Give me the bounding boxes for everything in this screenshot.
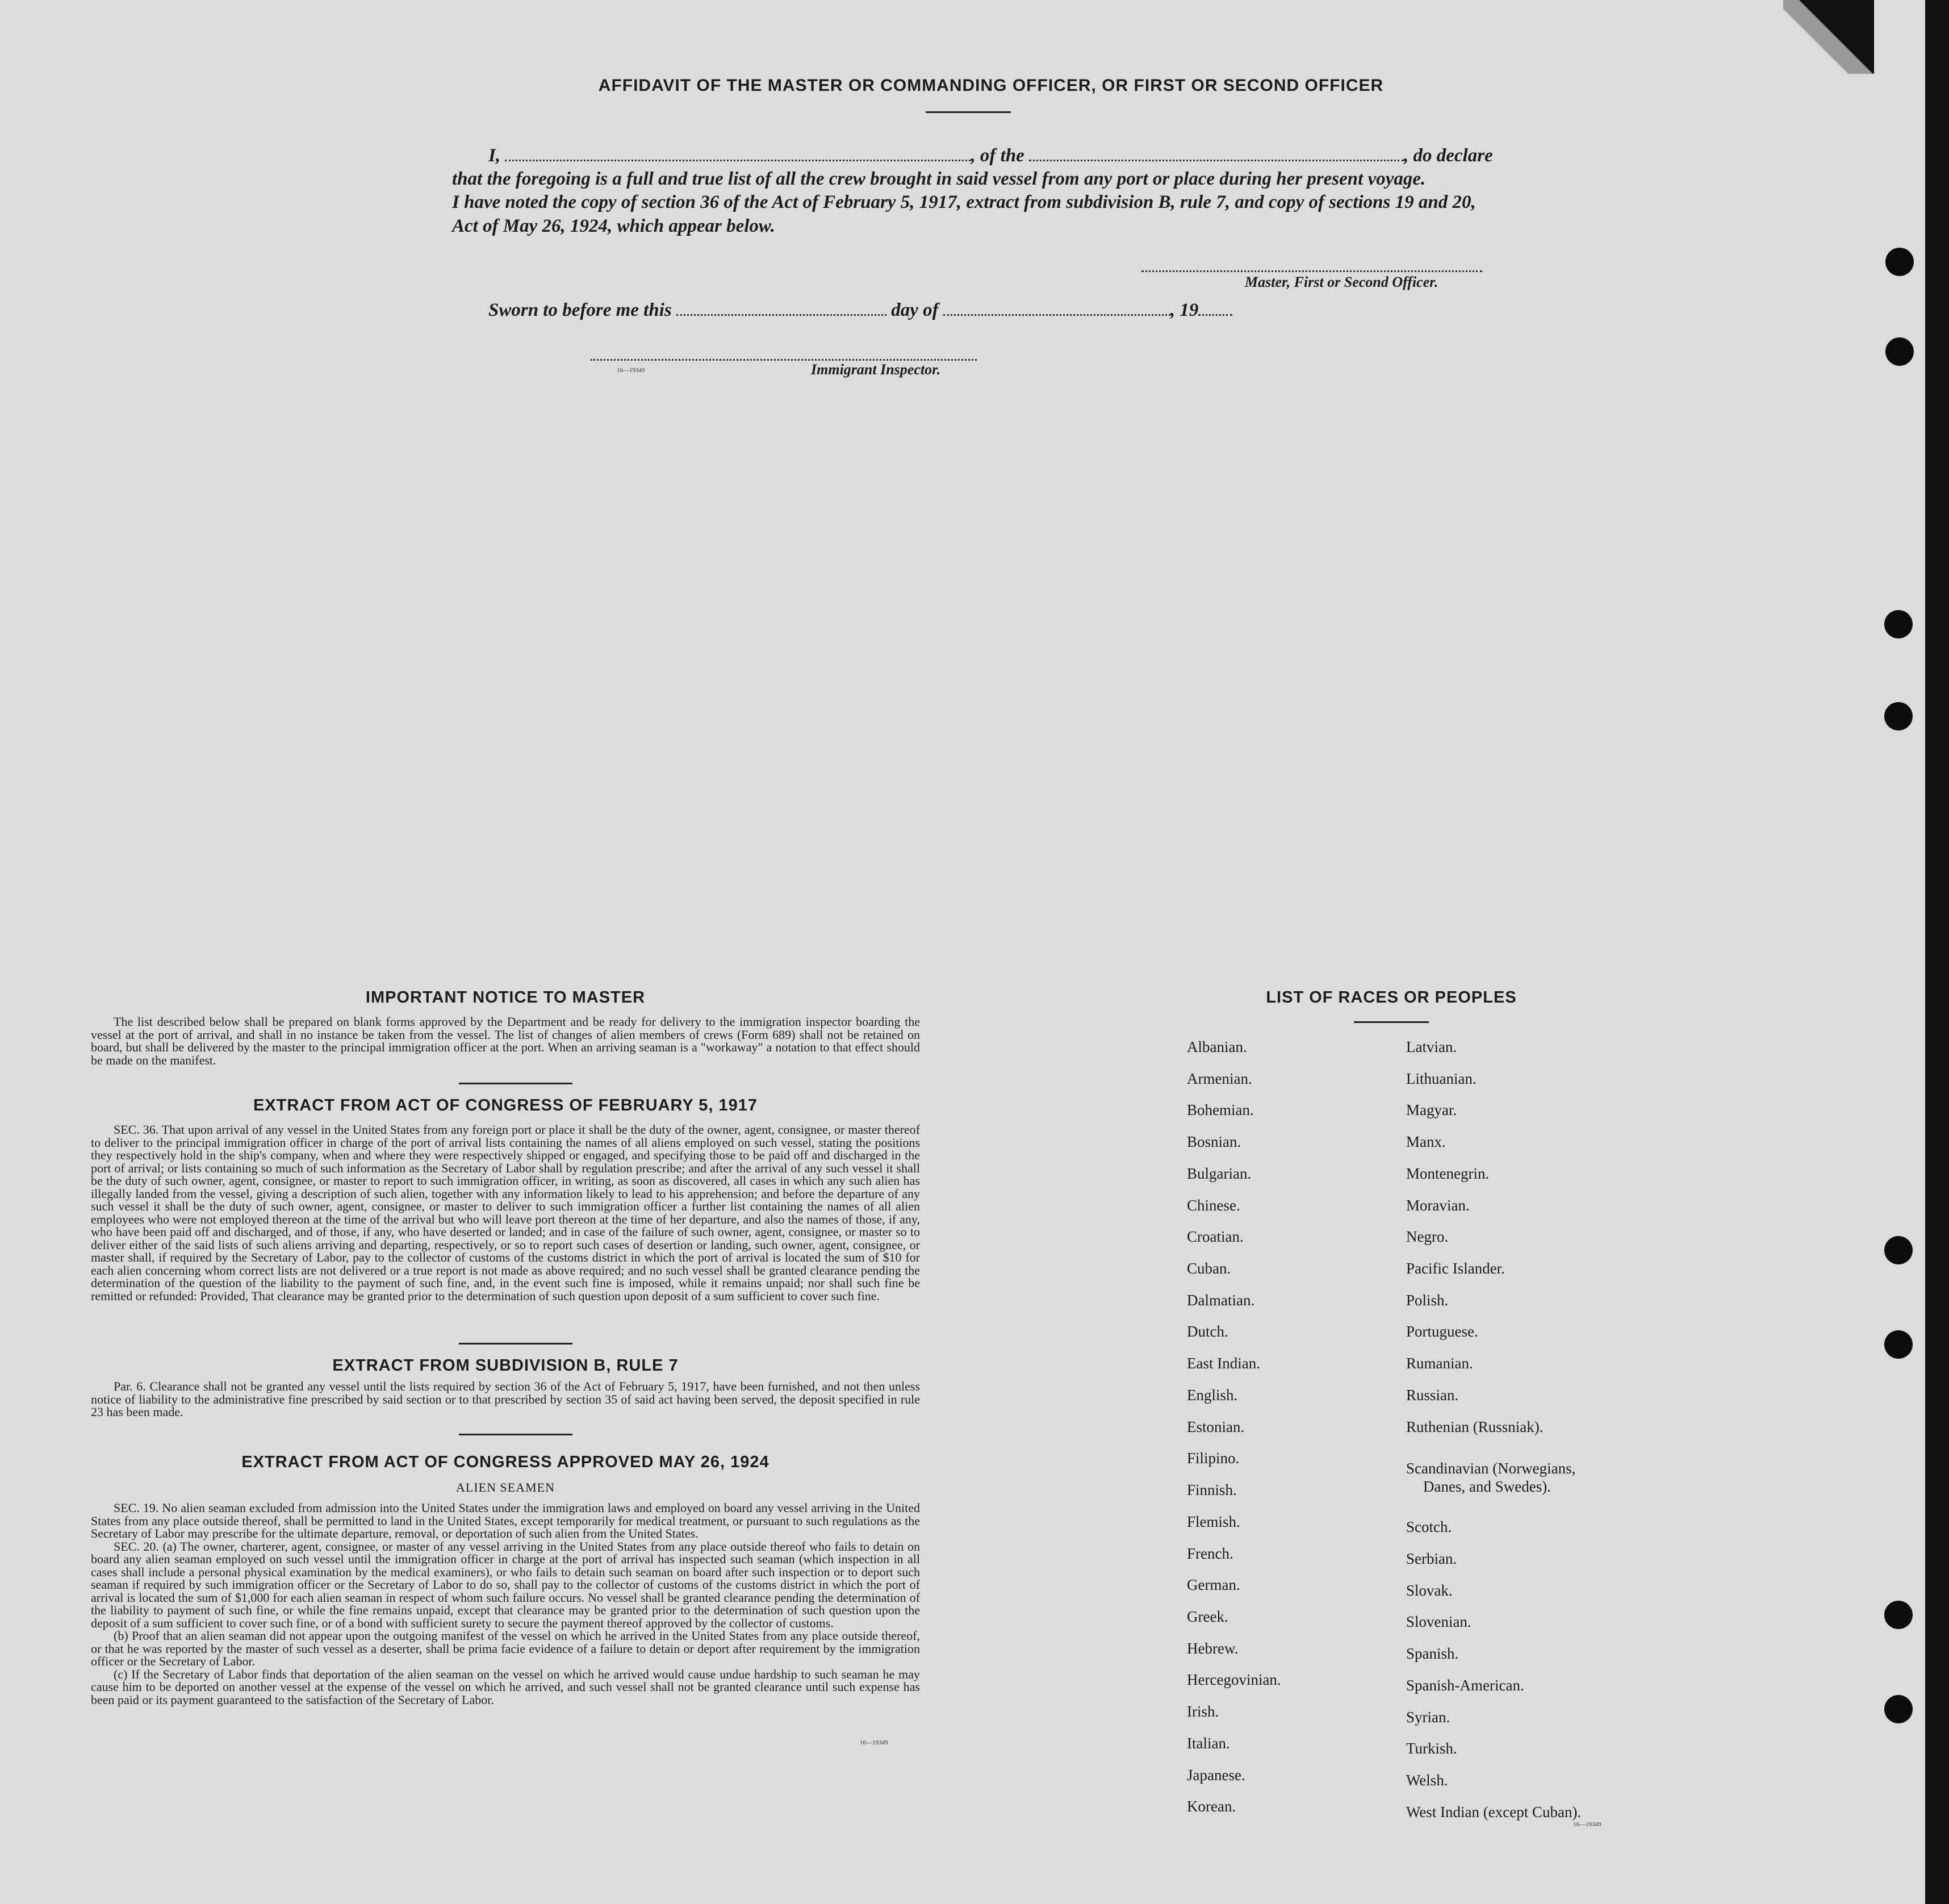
race-item: Finnish. [1187, 1481, 1237, 1498]
race-item: Moravian. [1406, 1197, 1470, 1214]
inspector-form-number: 16—19349 [617, 367, 645, 374]
section-rule [459, 1343, 572, 1345]
binder-hole [1885, 337, 1914, 366]
sworn-day-of: day of [891, 300, 939, 320]
extract-form-number: 16—19349 [860, 1739, 888, 1746]
race-item: Croatian. [1187, 1228, 1244, 1245]
race-item: Cuban. [1187, 1260, 1231, 1277]
binder-hole [1884, 702, 1913, 730]
do-declare-text: , do declare [1404, 145, 1493, 166]
sworn-day-blank[interactable] [676, 314, 886, 316]
binder-hole [1884, 1236, 1913, 1264]
binder-hole [1885, 248, 1914, 276]
affidavit-line-3: I have noted the copy of section 36 of the Act of February 5, 1917, extract from subdivision B, rule 7, and copy of sections 19 and 20, [452, 192, 1476, 212]
section-rule [459, 1434, 572, 1435]
race-item: Filipino. [1187, 1450, 1240, 1467]
race-item: Lithuanian. [1406, 1070, 1477, 1087]
race-item: Scotch. [1406, 1518, 1452, 1535]
race-item: Spanish. [1406, 1645, 1459, 1662]
race-item: Serbian. [1406, 1550, 1457, 1567]
race-item: Greek. [1187, 1608, 1228, 1625]
race-item: Syrian. [1406, 1709, 1450, 1726]
binder-hole [1884, 1695, 1913, 1723]
affidavit-line-2: that the foregoing is a full and true list of all the crew brought in said vessel from any port or place during her present voyage. [452, 169, 1426, 189]
sworn-year-blank[interactable] [1198, 314, 1232, 316]
alien-seamen-subtitle: ALIEN SEAMEN [456, 1480, 555, 1494]
sec-36-paragraph: SEC. 36. That upon arrival of any vessel in the United States from any foreign port or place it shall be the duty of the owner, agent, consignee, or master thereof to deliver to the principal immigration officer in charge of the port of arrival lists containing the names of all aliens employed on such vessel, stating the positions they respectively hold in the ship's company, when and where they were respectively shipped or engaged, and specifying those to be paid off and discharged in the port of arrival; or lists containing so much of such information as the Secretary of Labor shall by regulation prescribe; and after the arrival of any such vessel it shall be the duty of such owner, agent, consignee, or master to report to such immigration officer, in writing, as soon as discovered, all cases in which any such alien has illegally landed from the vessel, giving a description of such alien, together with any information likely to lead to his apprehension; and before the departure of any such vessel it shall be the duty of such owner, agent, consignee, or master to deliver to such immigration officer a further list containing the names of all alien employees who were not employed thereon at the time of the arrival but who will leave port thereon at the time of her departure, and also the names of those, if any, who have been paid off and discharged, and of those, if any, who have deserted or landed; and in case of the failure of such owner, agent, consignee, or master so to deliver either of the said lists of such aliens arriving and departing, respectively, or so to report such cases of desertion or landing, such owner, agent, consignee, or master shall, if required by the Secretary of Labor, pay to the collector of customs of the customs district in which the port of arrival is located the sum of $10 for each alien concerning whom correct lists are not delivered or a true report is not made as above required; and no such vessel shall be granted clearance pending the determination of the question of the liability to the payment of such fine, and, in the event such fine is imposed, while it remains unpaid; nor shall such fine be remitted or refunded: Provided, That clearance may be granted prior to the determination of such question upon deposit of a sum sufficient to cover such fine. [91, 1122, 920, 1303]
sec-20c-paragraph: (c) If the Secretary of Labor finds that deportation of the alien seaman on the vessel on which he arrived would cause undue hardship to such seaman he may cause him to be deported on another vessel at the expense of the vessel on which he arrived, and such vessel shall not be granted clearance until such expense has been paid or its payment guaranteed to the satisfaction of the Secretary of Labor. [91, 1667, 920, 1707]
extract-rule7-text [91, 1380, 920, 1419]
par-6-paragraph: Par. 6. Clearance shall not be granted any vessel until the lists required by section 36 of the Act of February 5, 1917, have been furnished, and not then unless notice of liability to the administrative fine prescribed by said section or to that prescribed by section 35 of said act having been served, the deposit specified in rule 23 has been made. [91, 1379, 920, 1419]
sworn-prefix: Sworn to before me this [488, 300, 672, 320]
race-item: Slovenian. [1406, 1613, 1471, 1630]
binder-hole [1884, 1330, 1913, 1359]
race-item: Montenegrin. [1406, 1165, 1490, 1182]
race-item: French. [1187, 1545, 1233, 1562]
sec-20b-paragraph: (b) Proof that an alien seaman did not appear upon the outgoing manifest of the vessel on which he arrived in the United States from any place outside thereof, or that he was reported by the master of such vessel as a deserter, shall be prima facie evidence of a failure to detain or deport after requirement by the immigration officer or the Secretary of Labor. [91, 1629, 920, 1668]
name-blank [505, 159, 971, 161]
of-the-text: , of the [971, 145, 1024, 166]
extract-1917-text [91, 1124, 920, 1302]
races-rule [1354, 1021, 1429, 1023]
race-item: Pacific Islander. [1406, 1260, 1505, 1277]
affidavit-line-4: Act of May 26, 1924, which appear below. [452, 216, 775, 236]
race-item: Danes, and Swedes). [1423, 1478, 1551, 1495]
race-item: Irish. [1187, 1703, 1219, 1720]
title-rule [926, 111, 1011, 113]
race-item: Korean. [1187, 1798, 1236, 1815]
sec-19-paragraph: SEC. 19. No alien seaman excluded from admission into the United States under the immigration laws and employed on board any vessel arriving in the United States from any place outside thereof, shall be permitted to land in the United States, except temporarily for medical treatment, or pursuant to such regulations as the Secretary of Labor may prescribe for the ultimate departure, removal, or deportation of such alien from the United States. [91, 1501, 920, 1540]
affidavit-line-1 [488, 145, 1493, 166]
sworn-line [488, 300, 1232, 321]
extract-1917-title: EXTRACT FROM ACT OF CONGRESS OF FEBRUARY 5, 1917 [253, 1096, 758, 1114]
race-item: Bohemian. [1187, 1101, 1254, 1118]
section-rule [459, 1083, 572, 1084]
race-item: Latvian. [1406, 1038, 1457, 1055]
inspector-label: Immigrant Inspector. [811, 361, 941, 378]
race-item: Bosnian. [1187, 1133, 1241, 1150]
inspector-signature-line[interactable] [591, 359, 977, 361]
extract-1924-title: EXTRACT FROM ACT OF CONGRESS APPROVED MAY 26, 1924 [241, 1453, 769, 1471]
race-item: East Indian. [1187, 1355, 1260, 1372]
race-item: Japanese. [1187, 1767, 1245, 1784]
race-item: Ruthenian (Russniak). [1406, 1418, 1544, 1435]
race-item: Turkish. [1406, 1740, 1457, 1757]
race-item: Manx. [1406, 1133, 1446, 1150]
race-item: Dalmatian. [1187, 1292, 1255, 1309]
sworn-year: , 19 [1170, 300, 1199, 320]
race-item: Hebrew. [1187, 1640, 1239, 1657]
binder-hole [1884, 1601, 1913, 1629]
race-item: Bulgarian. [1187, 1165, 1252, 1182]
race-item: Chinese. [1187, 1197, 1240, 1214]
notice-title: IMPORTANT NOTICE TO MASTER [365, 988, 646, 1007]
race-item: Estonian. [1187, 1418, 1245, 1435]
race-item: Russian. [1406, 1387, 1459, 1404]
vessel-blank [1029, 159, 1404, 161]
race-item: Welsh. [1406, 1772, 1448, 1789]
race-item: Hercegovinian. [1187, 1671, 1281, 1688]
race-item: Portuguese. [1406, 1323, 1478, 1340]
master-signature-line[interactable] [1141, 270, 1482, 272]
scan-edge [1925, 0, 1949, 1904]
race-item: Negro. [1406, 1228, 1449, 1245]
extract-rule7-title: EXTRACT FROM SUBDIVISION B, RULE 7 [332, 1356, 679, 1375]
race-item: Magyar. [1406, 1101, 1457, 1118]
race-item: Flemish. [1187, 1513, 1240, 1530]
notice-text [91, 1016, 920, 1067]
torn-corner [1783, 0, 1874, 74]
binder-hole [1884, 610, 1913, 638]
race-item: Slovak. [1406, 1582, 1453, 1599]
races-form-number: 16—19349 [1573, 1821, 1601, 1828]
race-item: Spanish-American. [1406, 1677, 1524, 1694]
race-item: West Indian (except Cuban). [1406, 1803, 1582, 1821]
race-item: Albanian. [1187, 1038, 1247, 1055]
race-item: Polish. [1406, 1292, 1449, 1309]
race-item: English. [1187, 1387, 1238, 1404]
affidavit-i: I, [488, 145, 501, 166]
race-item: Armenian. [1187, 1070, 1252, 1087]
sec-20a-paragraph: SEC. 20. (a) The owner, charterer, agent, consignee, or master of any vessel arriving in the United States from any place outside thereof who fails to detain on board any alien seaman employed on such vessel until the immigration officer in charge at the port of arrival has inspected such seaman (which inspection in all cases shall include a personal physical examination by the medical examiners), or who fails to detain such seaman on board after such inspection or to deport such seaman if required by such immigration officer or the Secretary of Labor to do so, shall pay to the collector of customs of the customs district in which the port of arrival is located the sum of $1,000 for each alien seaman in respect of whom such failure occurs. No vessel shall be granted clearance pending the determination of the liability to payment of such fine, or while the fine remains unpaid, except that clearance may be granted prior to the determination of such question upon the deposit of a sum sufficient to cover such fine, or of a bond with sufficient surety to secure the payment thereof approved by the collector of customs. [91, 1539, 920, 1630]
race-item: German. [1187, 1576, 1240, 1593]
notice-paragraph: The list described below shall be prepared on blank forms approved by the Department and be ready for delivery to the immigration inspector boarding the vessel at the port of arrival, and shall in no instance be taken from the vessel. The list of changes of alien members of crews (Form 689) shall not be retained on board, but shall be delivered by the master to the principal immigration officer at the port. When an arriving seaman is a "workaway" a notation to that effect should be made on the manifest. [91, 1014, 920, 1067]
extract-1924-text [91, 1502, 920, 1706]
race-item: Rumanian. [1406, 1355, 1473, 1372]
race-item: Dutch. [1187, 1323, 1228, 1340]
affidavit-title: AFFIDAVIT OF THE MASTER OR COMMANDING OFFICER, OR FIRST OR SECOND OFFICER [598, 76, 1384, 95]
race-item: Scandinavian (Norwegians, [1406, 1460, 1576, 1477]
sworn-month-blank[interactable] [943, 314, 1170, 316]
master-signature-label: Master, First or Second Officer. [1245, 274, 1438, 290]
race-item: Italian. [1187, 1735, 1230, 1752]
races-title: LIST OF RACES OR PEOPLES [1266, 988, 1517, 1007]
